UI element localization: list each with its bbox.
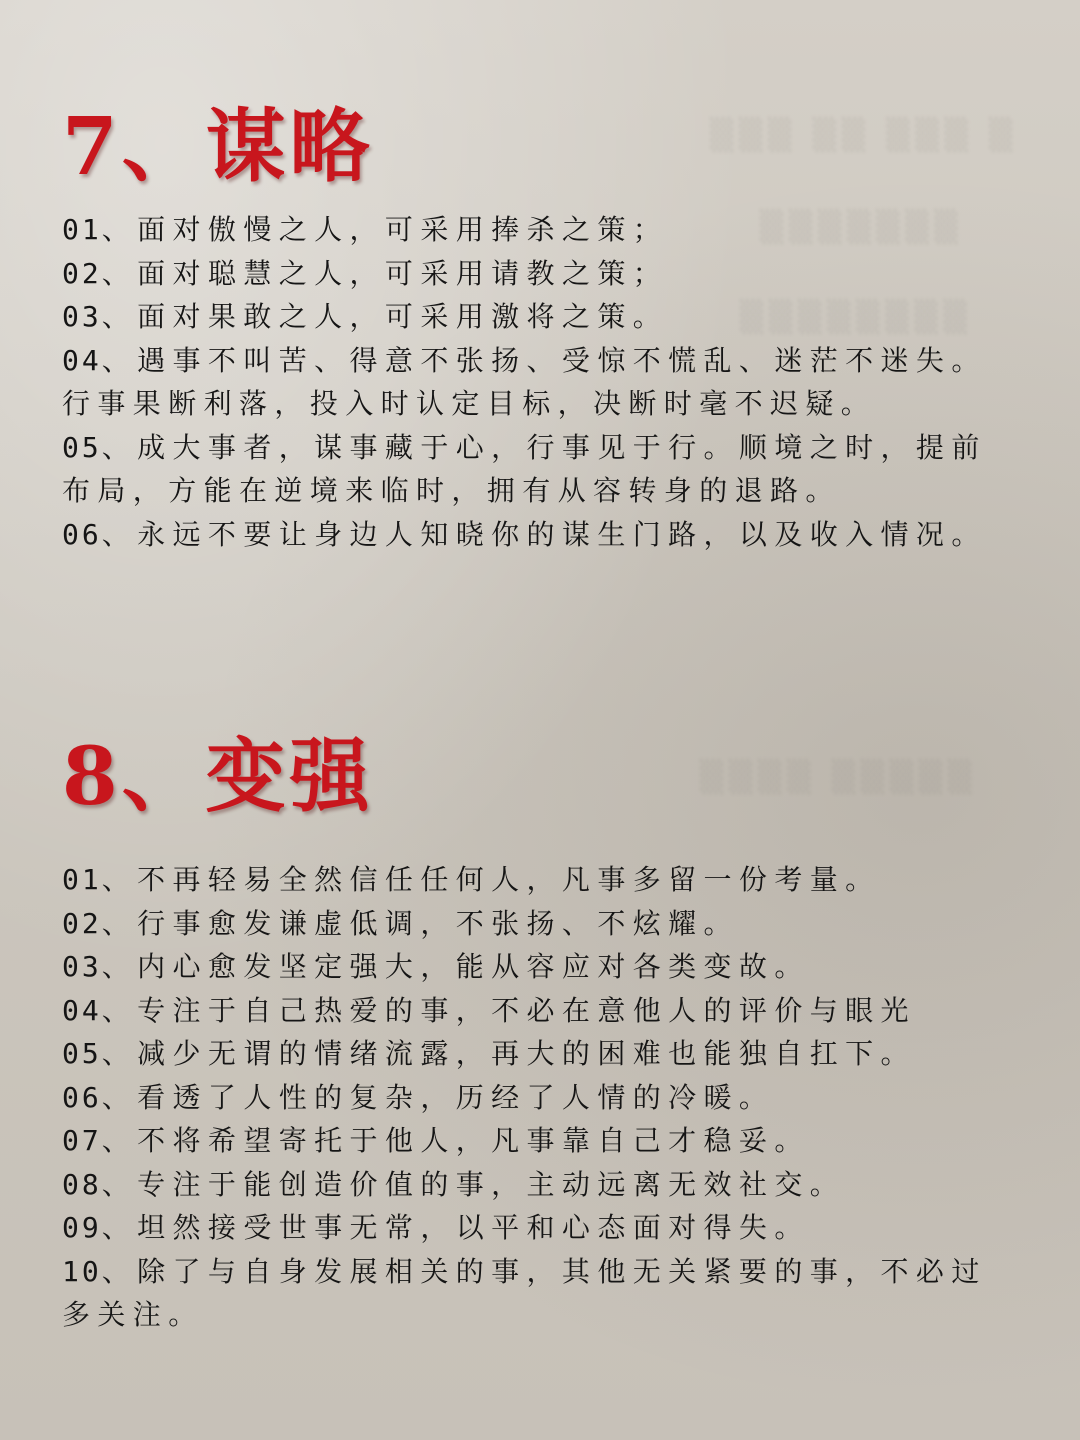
list-item <box>62 1119 1012 1163</box>
item-number: 06 <box>62 1080 102 1114</box>
list-item <box>62 339 1012 426</box>
item-text: 、坦然接受世事无常，以平和心态面对得失。 <box>101 1211 810 1244</box>
list-item <box>62 989 1012 1033</box>
item-number: 04 <box>62 993 102 1027</box>
list-item <box>62 858 1012 902</box>
list-item <box>62 1163 1012 1207</box>
item-text: 、专注于能创造价值的事，主动远离无效社交。 <box>101 1167 846 1201</box>
list-item <box>62 1076 1012 1120</box>
item-number: 02 <box>62 256 102 290</box>
item-number: 08 <box>62 1167 102 1201</box>
item-number: 07 <box>62 1124 102 1157</box>
item-number: 06 <box>62 517 102 551</box>
item-text: 、遇事不叫苦、得意不张扬、受惊不慌乱、迷茫不迷失。行事果断利落，投入时认定目标，决断时毫不迟疑。 <box>62 343 987 420</box>
bleed-through-line: ▒▒▒▒▒▒▒ <box>760 210 964 245</box>
item-number: 04 <box>62 343 102 377</box>
item-number: 09 <box>62 1211 102 1244</box>
item-number: 01 <box>62 213 102 246</box>
stronger-list <box>62 858 1012 1337</box>
list-item <box>62 295 1012 339</box>
item-text: 、永远不要让身边人知晓你的谋生门路，以及收入情况。 <box>101 517 987 551</box>
item-text: 、面对傲慢之人，可采用捧杀之策； <box>101 213 669 246</box>
list-item <box>62 902 1012 946</box>
section-becoming-stronger <box>62 728 1012 1337</box>
list-item <box>62 513 1012 557</box>
item-text: 、不再轻易全然信任任何人，凡事多留一份考量。 <box>101 863 881 896</box>
item-text: 、内心愈发坚定强大，能从容应对各类变故。 <box>101 950 810 983</box>
list-item <box>62 208 1012 252</box>
bleed-through-line: ▒▒▒▒▒▒▒▒ <box>740 300 973 335</box>
item-text: 、面对果敢之人，可采用激将之策。 <box>101 300 669 333</box>
item-text: 、成大事者，谋事藏于心，行事见于行。顺境之时，提前布局，方能在逆境来临时，拥有从容转身的退路。 <box>62 430 987 507</box>
item-text: 、专注于自己热爱的事，不必在意他人的评价与眼光 <box>101 993 916 1027</box>
item-number: 01 <box>62 863 102 896</box>
list-item <box>62 945 1012 989</box>
item-text: 、不将希望寄托于他人，凡事靠自己才稳妥。 <box>101 1124 810 1157</box>
section-strategy <box>62 98 1012 556</box>
bleed-through-line: ▒▒▒ ▒▒ ▒▒▒ ▒ <box>710 118 1019 153</box>
item-text: 、除了与自身发展相关的事，其他无关紧要的事，不必过多关注。 <box>62 1254 987 1331</box>
list-item <box>62 426 1012 513</box>
list-item <box>62 1250 1012 1337</box>
section-heading: 8、变强 <box>62 729 374 823</box>
list-item <box>62 252 1012 296</box>
item-text: 、行事愈发谦虚低调，不张扬、不炫耀。 <box>101 906 739 940</box>
item-number: 05 <box>62 430 102 464</box>
item-number: 10 <box>62 1254 102 1288</box>
item-text: 、减少无谓的情绪流露，再大的困难也能独自扛下。 <box>101 1037 916 1070</box>
list-item <box>62 1032 1012 1076</box>
item-number: 03 <box>62 950 102 983</box>
strategy-list <box>62 208 1012 556</box>
section-heading: 7、谋略 <box>62 99 374 193</box>
item-text: 、面对聪慧之人，可采用请教之策； <box>101 256 669 290</box>
item-text: 、看透了人性的复杂，历经了人情的冷暖。 <box>101 1080 775 1114</box>
item-number: 03 <box>62 300 102 333</box>
item-number: 05 <box>62 1037 102 1070</box>
bleed-through-line: ▒▒▒▒ ▒▒▒▒▒ <box>700 760 978 795</box>
list-item <box>62 1206 1012 1250</box>
item-number: 02 <box>62 906 102 940</box>
